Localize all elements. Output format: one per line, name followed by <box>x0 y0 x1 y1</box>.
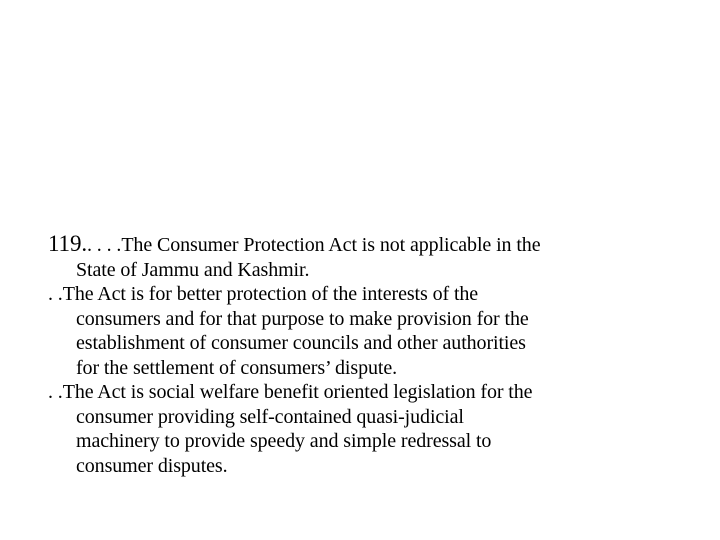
item-number: 119. <box>48 231 87 256</box>
paragraph-1 <box>48 232 668 282</box>
paragraph-2-text: The Act is for better protection of the interests of the consumers and for that purpose to make provision for the establishment of consumer councils and other authorities for the settlement of consumers’ dispute. <box>62 283 529 379</box>
paragraph-3-text: The Act is social welfare benefit oriented legislation for the consumer providing self-contained quasi-judicial machinery to provide speedy and simple redressal to consumer disputes. <box>62 381 533 477</box>
paragraph-2-lead: . . <box>48 283 63 305</box>
paragraph-3 <box>48 380 668 478</box>
slide-body <box>48 232 668 478</box>
paragraph-2 <box>48 282 668 380</box>
paragraph-1-lead: . . . . <box>87 234 122 256</box>
paragraph-3-lead: . . <box>48 381 63 403</box>
paragraph-1-text: The Consumer Protection Act is not applicable in the State of Jammu and Kashmir. <box>76 234 541 281</box>
